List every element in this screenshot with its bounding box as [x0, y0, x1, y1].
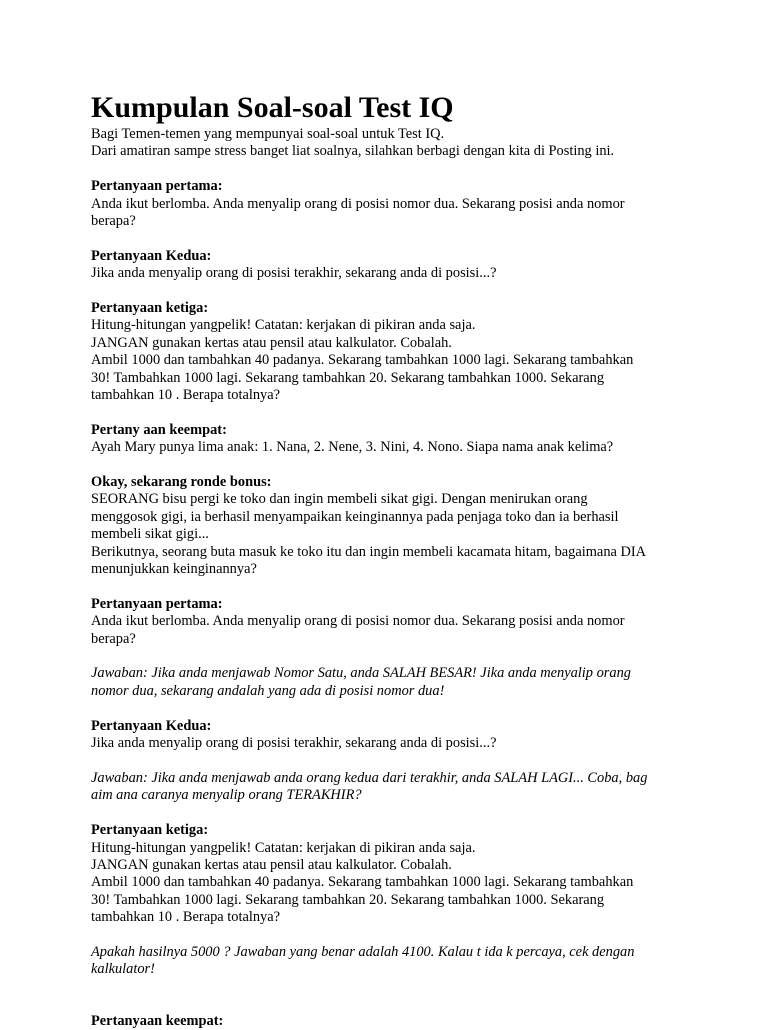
document-title: Kumpulan Soal-soal Test IQ [91, 91, 454, 124]
question-text: Jika anda menyalip orang di posisi terakhir, sekarang anda di posisi...? [91, 735, 497, 752]
answer-text: kalkulator! [91, 961, 155, 978]
document-page [91, 91, 691, 1030]
question-text: 30! Tambahkan 1000 lagi. Sekarang tambahkan 20. Sekarang tambahkan 1000. Sekarang [91, 369, 605, 386]
question-2 [91, 248, 691, 283]
question-text: tambahkan 10 . Berapa totalnya? [91, 909, 281, 926]
question-text: membeli sikat gigi... [91, 526, 209, 543]
question-4 [91, 422, 691, 457]
question-text: Hitung-hitungan yangpelik! Catatan: kerjakan di pikiran anda saja. [91, 317, 476, 334]
question-text: Anda ikut berlomba. Anda menyalip orang di posisi nomor dua. Sekarang posisi anda nomor [91, 195, 625, 212]
question-text: Ambil 1000 dan tambahkan 40 padanya. Sekarang tambahkan 1000 lagi. Sekarang tambahkan [91, 874, 634, 891]
question-text: SEORANG bisu pergi ke toko dan ingin membeli sikat gigi. Dengan menirukan orang [91, 491, 588, 508]
answer-1-question [91, 596, 691, 648]
question-3 [91, 300, 691, 404]
intro-line: Dari amatiran sampe stress banget liat soalnya, silahkan berbagi dengan kita di Posting ini. [91, 143, 615, 160]
answer-text: Apakah hasilnya 5000 ? Jawaban yang benar adalah 4100. Kalau t ida k percaya, cek dengan [91, 943, 635, 960]
question-text: Ambil 1000 dan tambahkan 40 padanya. Sekarang tambahkan 1000 lagi. Sekarang tambahkan [91, 352, 634, 369]
answer-4-question [91, 1013, 691, 1030]
question-text: 30! Tambahkan 1000 lagi. Sekarang tambahkan 20. Sekarang tambahkan 1000. Sekarang [91, 891, 605, 908]
question-text: tambahkan 10 . Berapa totalnya? [91, 387, 281, 404]
answer-3-question [91, 822, 691, 926]
intro-line: Bagi Temen-temen yang mempunyai soal-soal untuk Test IQ. [91, 126, 445, 142]
answer-text: Jawaban: Jika anda menjawab Nomor Satu, anda SALAH BESAR! Jika anda menyalip orang [91, 665, 631, 682]
answer-text: nomor dua, sekarang andalah yang ada di posisi nomor dua! [91, 682, 445, 699]
intro [91, 126, 691, 161]
question-title: Pertanyaan Kedua: [91, 247, 212, 264]
question-1 [91, 178, 691, 230]
question-title: Okay, sekarang ronde bonus: [91, 474, 272, 491]
question-title: Pertanyaan ketiga: [91, 300, 209, 317]
question-text: menggosok gigi, ia berhasil menyampaikan keinginannya pada penjaga toko dan ia berhasil [91, 508, 619, 525]
answer-1 [91, 665, 691, 700]
question-title: Pertanyaan keempat: [91, 1012, 224, 1029]
answer-2 [91, 770, 691, 805]
answer-text: Jawaban: Jika anda menjawab anda orang kedua dari terakhir, anda SALAH LAGI... Coba, bag [91, 769, 648, 786]
answer-text: aim ana caranya menyalip orang TERAKHIR? [91, 787, 362, 804]
question-text: JANGAN gunakan kertas atau pensil atau kalkulator. Cobalah. [91, 334, 452, 351]
question-text: Berikutnya, seorang buta masuk ke toko itu dan ingin membeli kacamata hitam, bagaimana DIA [91, 543, 647, 560]
question-text: Ayah Mary punya lima anak: 1. Nana, 2. Nene, 3. Nini, 4. Nono. Siapa nama anak kelima? [91, 439, 614, 456]
answer-3 [91, 944, 691, 979]
question-title: Pertanyaan Kedua: [91, 717, 212, 734]
question-text: Anda ikut berlomba. Anda menyalip orang di posisi nomor dua. Sekarang posisi anda nomor [91, 613, 625, 630]
question-title: Pertanyaan ketiga: [91, 822, 209, 839]
question-title: Pertanyaan pertama: [91, 178, 223, 195]
question-title: Pertanyaan pertama: [91, 595, 223, 612]
question-text: Hitung-hitungan yangpelik! Catatan: kerjakan di pikiran anda saja. [91, 839, 476, 856]
answer-2-question [91, 718, 691, 753]
question-title: Pertany aan keempat: [91, 421, 227, 438]
question-text: JANGAN gunakan kertas atau pensil atau kalkulator. Cobalah. [91, 856, 452, 873]
bonus-question [91, 474, 691, 578]
question-text: berapa? [91, 213, 136, 230]
question-text: menunjukkan keinginannya? [91, 561, 257, 578]
question-text: berapa? [91, 630, 136, 647]
question-text: Jika anda menyalip orang di posisi terakhir, sekarang anda di posisi...? [91, 265, 497, 282]
